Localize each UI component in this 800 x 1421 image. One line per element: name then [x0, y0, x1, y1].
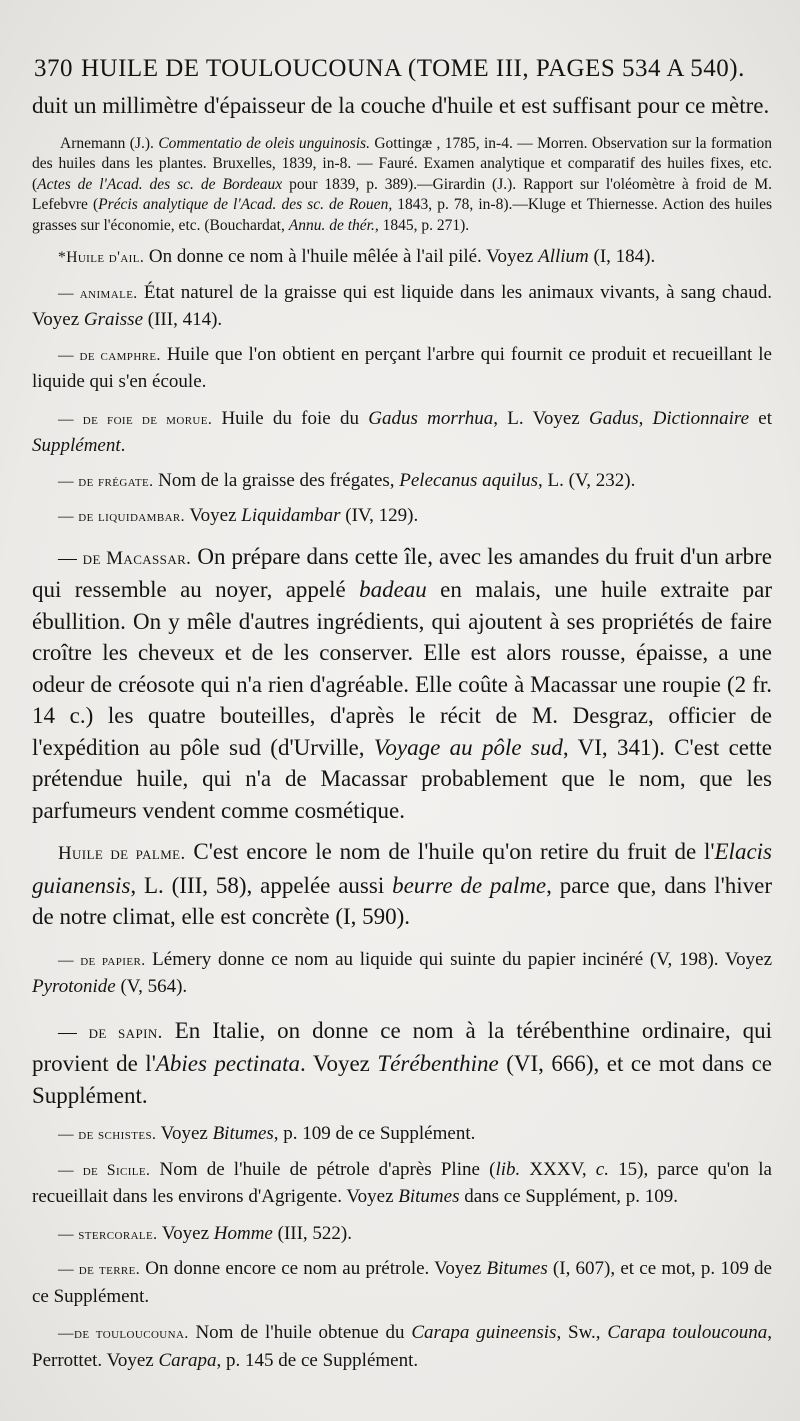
entry-touloucouna	[32, 1320, 772, 1374]
italic-text: Commentatio de oleis unguinosis.	[158, 134, 370, 152]
italic-text: lib.	[495, 1158, 521, 1180]
text-run: Nom de l'huile obtenue du	[188, 1322, 412, 1344]
entry-headword: Huile de palme.	[58, 843, 186, 865]
text-run: , Perrottet. Voyez	[32, 1322, 773, 1371]
text-run: On prépare dans cette île, avec les amandes du fruit d'un arbre qui ressemble au noyer, appelé	[32, 543, 772, 603]
italic-text: Allium	[538, 246, 589, 268]
italic-text: Pyrotonide	[32, 976, 116, 998]
italic-text: Bitumes	[398, 1186, 460, 1208]
italic-text: Précis analytique de l'Acad. des sc. de Rouen,	[98, 196, 393, 214]
entry-headword: — de Sicile.	[58, 1161, 151, 1179]
text-run: , parce que, dans l'hiver de notre climat, elle est concrète (I, 590).	[32, 872, 772, 930]
text-run: Nom de la graisse des frégates,	[153, 469, 400, 491]
text-run: , p. 145 de ce Supplément.	[216, 1349, 419, 1371]
text-run: (III, 522).	[272, 1222, 353, 1244]
entry-ail	[32, 244, 772, 272]
entry-animale	[32, 280, 772, 334]
entry-headword: — animale.	[58, 284, 138, 302]
running-header	[34, 48, 772, 90]
header-title: HUILE DE TOULOUCOUNA (TOME III, PAGES 534 A 540).	[81, 55, 745, 82]
italic-text: Annu. de thér.	[288, 216, 375, 234]
text-run: État naturel de la graisse qui est liquide dans les animaux vivants, à sang chaud. Voyez	[32, 281, 772, 331]
italic-text: Supplément	[32, 435, 121, 457]
text-run: (IV, 129).	[340, 505, 419, 527]
page-number: 370	[34, 55, 73, 82]
text-run: Nom de l'huile de pétrole d'après Pline (	[150, 1158, 496, 1180]
text-run: Huile du foie du	[212, 407, 369, 429]
text-run: . Voyez	[300, 1051, 378, 1077]
entry-headword: — de schistes.	[58, 1126, 157, 1144]
text-run: Voyez	[156, 1123, 213, 1145]
text-run: Arnemann (J.).	[60, 134, 159, 152]
italic-text: Homme	[213, 1222, 273, 1244]
italic-text: Térébenthine	[377, 1051, 499, 1077]
text-run: , Sw.,	[556, 1322, 608, 1344]
text-run: en malais, une huile extraite par ébullition. On y mêle d'autres ingrédients, qui ajoutent à ses propriétés de faire croître les cheveux et de les conserver. Elle est alors rousse, épaisse, a une odeur de créosote qui n'a rien d'agréable. Elle coûte à Macassar une roupie (2 fr. 14 c.) les quatre bouteilles, d'après le récit de M. Desgraz, officier de l'expédition au pôle sud (d'Urville,	[32, 577, 772, 760]
text-run: dans ce Supplément, p. 109.	[459, 1186, 678, 1208]
text-run: et	[749, 407, 773, 429]
entry-foie-morue	[32, 406, 772, 460]
text-run: Gottingæ , 1785, in-4. — Morren. Observation sur la formation des huiles dans les plantes. Bruxelles, 1839, in-8. — Fauré. Examen analytique et comparatif des huiles fixes, etc. (	[32, 134, 773, 193]
text-run: Voyez	[184, 505, 242, 527]
text-run: .	[120, 435, 126, 457]
entry-fregate	[32, 468, 772, 496]
italic-text: Carapa	[158, 1349, 217, 1371]
text-run: , VI, 341). C'est cette prétendue huile, qui n'a de Macassar probablement que le nom, que les parfumeurs vendent comme cosmétique.	[32, 734, 773, 823]
text-run: En Italie, on donne ce nom à la térébenthine ordinaire, qui provient de l'	[32, 1017, 772, 1077]
text-run: C'est encore le nom de l'huile qu'on retire du fruit de l'	[185, 839, 715, 865]
entry-headword: — stercorale.	[58, 1225, 158, 1243]
text-run: (VI, 666), et ce mot dans ce Supplément.	[32, 1051, 773, 1108]
text-run: Lémery donne ce nom au liquide qui suinte du papier incinéré (V, 198). Voyez	[145, 948, 772, 970]
entry-headword: — de papier.	[58, 951, 146, 969]
italic-text: Dictionnaire	[652, 407, 750, 429]
text-run: On donne encore ce nom au prétrole. Voyez	[140, 1258, 487, 1280]
text-run: , p. 109 de ce Supplément.	[273, 1123, 476, 1145]
italic-text: Carapa guineensis	[411, 1322, 557, 1344]
italic-text: Voyage au pôle sud	[373, 734, 563, 760]
italic-text: Gadus morrhua	[368, 407, 494, 429]
entry-headword: — de terre.	[58, 1261, 141, 1279]
text-run: (I, 607), et ce mot, p. 109 de ce Supplément.	[32, 1258, 772, 1307]
entry-headword: — de Macassar.	[58, 547, 192, 569]
text-run: On donne ce nom à l'huile mêlée à l'ail pilé. Voyez	[144, 246, 539, 268]
entry-macassar	[32, 541, 772, 827]
entry-list	[32, 244, 772, 1374]
entry-sicile	[32, 1157, 772, 1211]
text-run: , L. (V, 232).	[538, 469, 636, 491]
italic-text: Gadus	[588, 407, 639, 429]
italic-text: Carapa touloucouna	[607, 1322, 768, 1344]
entry-palme	[32, 836, 772, 933]
italic-text: Bitumes	[212, 1123, 274, 1145]
italic-text: Pelecanus aquilus	[399, 469, 539, 491]
italic-text: Actes de l'Acad. des sc. de Bordeaux	[37, 175, 283, 193]
text-run: (I, 184).	[588, 246, 656, 268]
text-run: Voyez	[157, 1222, 214, 1244]
italic-text: beurre de palme	[392, 872, 547, 898]
italic-text: c.	[595, 1158, 609, 1180]
text-run: XXXV,	[520, 1158, 596, 1180]
entry-headword: —de touloucouna.	[58, 1325, 189, 1343]
text-run: (III, 414).	[143, 309, 223, 331]
italic-text: Elacis guianensis	[32, 839, 772, 898]
entry-camphre	[32, 342, 772, 396]
text-run: (V, 564).	[115, 976, 188, 998]
entry-stercorale	[32, 1221, 772, 1249]
entry-headword: — de liquidambar.	[58, 508, 185, 526]
text-run: , L. (III, 58), appelée aussi	[130, 872, 393, 898]
text-run: 15), parce qu'on la recueillait dans les environs d'Agrigente. Voyez	[32, 1158, 772, 1208]
text-run: 1843, p. 78, in-8).—Kluge et Thiernesse. Action des huiles grasses sur l'économie, etc. (Bouchardat,	[32, 196, 773, 234]
italic-text: Bitumes	[486, 1258, 548, 1280]
italic-text: Liquidambar	[241, 505, 341, 527]
italic-text: Abies pectinata	[155, 1051, 301, 1077]
entry-headword: — de frégate.	[58, 472, 154, 490]
entry-terre	[32, 1256, 772, 1310]
bibliography-paragraph	[32, 134, 772, 237]
text-run: ,	[638, 407, 653, 429]
entry-schistes	[32, 1121, 772, 1149]
entry-papier	[32, 947, 772, 1001]
text-run: pour 1839, p. 389).—Girardin (J.). Rapport sur l'oléomètre à froid de M. Lefebvre (	[32, 175, 772, 214]
italic-text: badeau	[359, 577, 427, 603]
text-run: , L. Voyez	[493, 407, 589, 429]
entry-headword: — de camphre.	[58, 346, 161, 364]
text-run: , 1845, p. 271).	[374, 216, 470, 234]
text-run: Huile que l'on obtient en perçant l'arbre qui fournit ce produit et recueillant le liquide qui s'en écoule.	[32, 343, 772, 393]
entry-liquidambar	[32, 503, 772, 531]
entry-headword: — de sapin.	[58, 1021, 163, 1043]
italic-text: Graisse	[83, 309, 144, 331]
intro-paragraph: duit un millimètre d'épaisseur de la couche d'huile et est suffisant pour ce mètre.	[32, 93, 770, 118]
entry-headword: — de foie de morue.	[58, 410, 213, 428]
entry-headword: *Huile d'ail.	[58, 249, 145, 267]
entry-sapin	[32, 1015, 772, 1112]
